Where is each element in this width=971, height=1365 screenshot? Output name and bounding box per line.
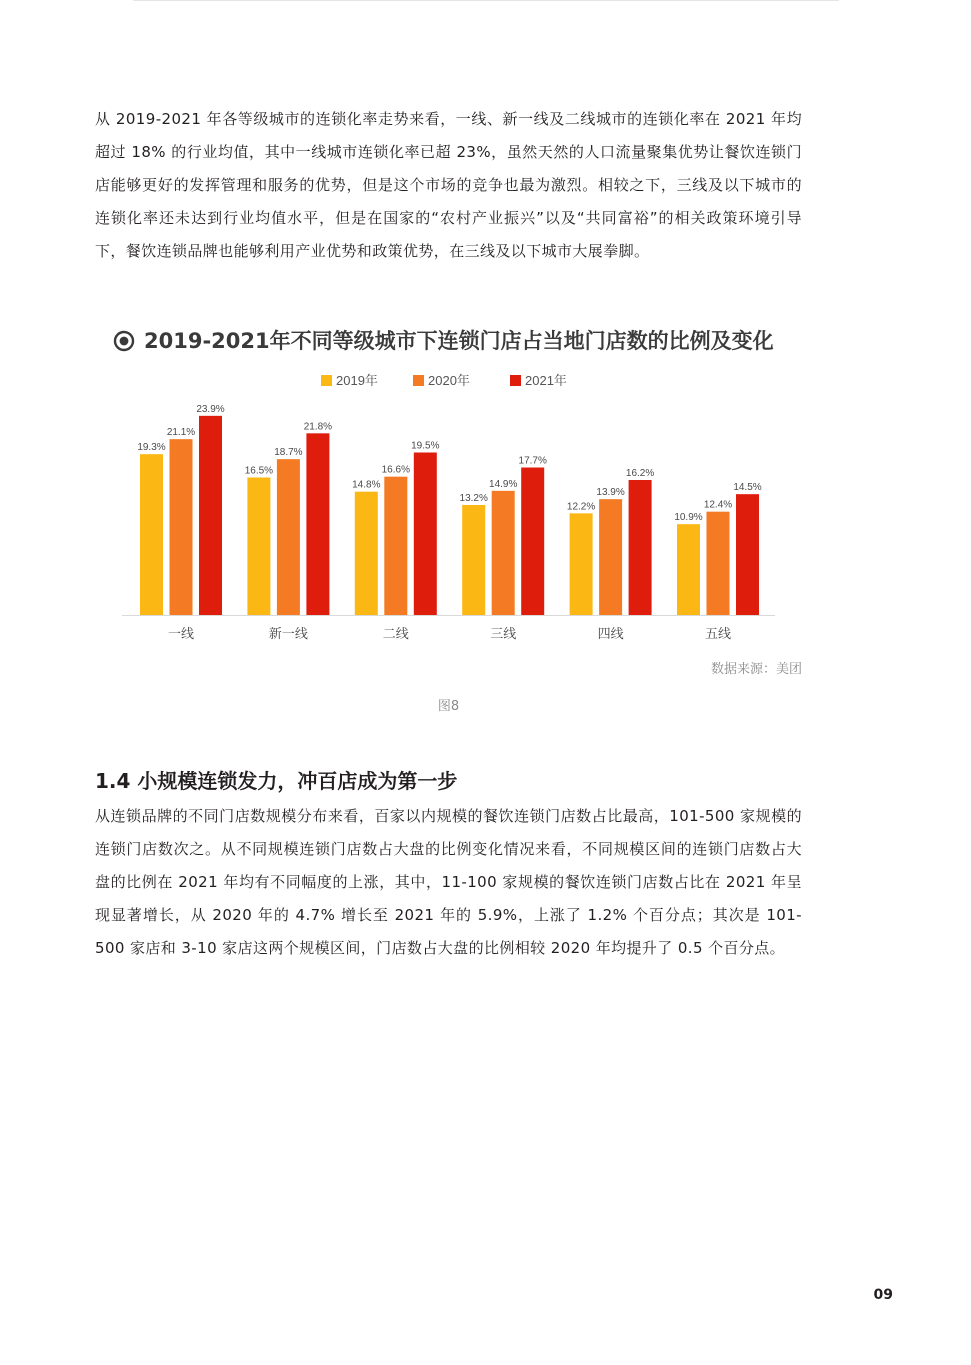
bar-3-2 <box>384 477 407 615</box>
bar-3-3 <box>414 453 437 616</box>
bar-value-label-4-3: 17.7% <box>518 455 547 467</box>
legend-swatch-3 <box>510 375 521 386</box>
section-paragraph: 从连锁品牌的不同门店数规模分布来看，百家以内规模的餐饮连锁门店数占比最高，101-500 家规模的连锁门店数次之。从不同规模连锁门店数占大盘的比例变化情况来看，不同规模区间的连锁门店数占大盘的比例在 2021 年均有不同幅度的上涨，其中，11-100 家规模的餐饮连锁门店数占比在 2021 年呈现显著增长，从 2020 年的 4.7% 增长至 2021 年的 5.9%，上涨了 1.2% 个百分点；其次是 101-500 家店和 3-10 家店这两个规模区间，门店数占大盘的比例相较 2020 年均提升了 0.5 个百分点。 <box>95 807 802 957</box>
legend-label-2: 2020年 <box>428 373 470 388</box>
target-icon <box>113 330 135 352</box>
bar-chart <box>95 365 795 650</box>
bar-value-label-5-2: 13.9% <box>596 487 625 499</box>
bar-2-2 <box>277 459 300 615</box>
bar-value-label-5-1: 12.2% <box>566 501 596 513</box>
data-source: 数据来源：美团 <box>710 662 802 677</box>
bar-6-3 <box>736 494 759 615</box>
bar-3-1 <box>355 492 378 615</box>
chart-title <box>113 323 774 359</box>
bar-value-label-6-1: 10.9% <box>674 512 703 524</box>
bar-value-label-3-1: 14.8% <box>352 479 381 491</box>
bar-value-label-2-3: 21.8% <box>303 421 333 433</box>
bar-value-label-1-3: 23.9% <box>196 403 225 415</box>
bar-value-label-4-2: 14.9% <box>489 478 518 490</box>
bar-value-label-2-1: 16.5% <box>244 465 274 477</box>
category-label-6: 五线 <box>704 626 732 641</box>
figure-caption: 图8 <box>437 699 460 714</box>
bar-2-3 <box>306 433 329 615</box>
bar-1-2 <box>170 439 193 615</box>
bar-5-2 <box>599 499 622 615</box>
bar-value-label-6-3: 14.5% <box>733 482 762 494</box>
section-heading: 1.4 小规模连锁发力，冲百店成为第一步 <box>95 769 458 793</box>
bar-value-label-2-2: 18.7% <box>274 447 303 459</box>
category-label-5: 四线 <box>597 626 624 641</box>
bar-value-label-1-2: 21.1% <box>166 427 196 439</box>
bar-value-label-4-1: 13.2% <box>459 493 488 504</box>
bar-1-1 <box>140 454 163 615</box>
category-label-1: 一线 <box>167 626 195 641</box>
bar-6-1 <box>677 524 700 615</box>
bar-5-3 <box>629 480 652 615</box>
category-label-2: 新一线 <box>268 626 308 641</box>
legend-label-1: 2019年 <box>336 373 378 388</box>
bar-4-3 <box>521 468 544 616</box>
bar-5-1 <box>570 513 593 615</box>
legend-swatch-1 <box>321 375 332 386</box>
bar-6-2 <box>707 512 730 615</box>
bar-value-label-3-3: 19.5% <box>411 440 440 452</box>
bar-value-label-1-1: 19.3% <box>137 442 166 454</box>
chart-title-text: 2019-2021年不同等级城市下连锁门店占当地门店数的比例及变化 <box>144 329 774 353</box>
intro-paragraph: 从 2019-2021 年各等级城市的连锁化率走势来看，一线、新一线及二线城市的连锁化率在 2021 年均超过 18% 的行业均值，其中一线城市连锁化率已超 23%，虽然天然的人口流量聚集优势让餐饮连锁门店能够更好的发挥管理和服务的优势，但是这个市场的竞争也最为激烈。相较之下，三线及以下城市的连锁化率还未达到行业均值水平，但是在国家的“农村产业振兴”以及“共同富裕”的相关政策环境引导下，餐饮连锁品牌也能够利用产业优势和政策优势，在三线及以下城市大展拳脚。 <box>95 110 802 260</box>
bar-2-1 <box>247 478 270 616</box>
bar-value-label-6-2: 12.4% <box>703 499 733 511</box>
page-number: 09 <box>873 1287 893 1303</box>
bar-1-3 <box>199 416 222 615</box>
category-label-3: 二线 <box>382 626 409 641</box>
legend-label-3: 2021年 <box>525 373 567 388</box>
bar-value-label-3-2: 16.6% <box>381 464 410 476</box>
bar-value-label-5-3: 16.2% <box>625 468 655 479</box>
top-divider <box>133 0 839 1</box>
category-label-4: 三线 <box>490 626 517 641</box>
bar-4-1 <box>462 505 485 615</box>
bar-4-2 <box>492 491 515 615</box>
legend-swatch-2 <box>413 375 424 386</box>
